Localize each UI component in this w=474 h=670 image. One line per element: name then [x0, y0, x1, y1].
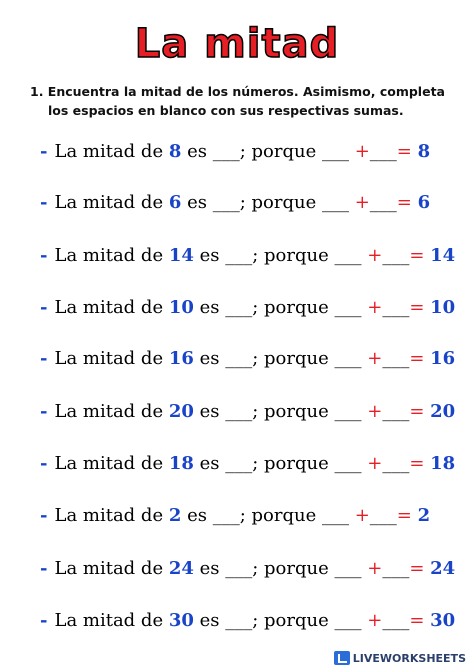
row-result-number: 6 [417, 192, 431, 213]
row-answer-blanks: es ___; porque ___ [187, 505, 349, 526]
row-answer-blanks: es ___; porque ___ [199, 453, 362, 474]
row-number: 8 [168, 141, 182, 162]
row-number: 2 [168, 505, 182, 526]
row-result-number: 2 [417, 505, 431, 526]
exercise-row [40, 555, 455, 583]
row-result-number: 30 [430, 610, 456, 631]
row-dash: - [40, 401, 48, 422]
exercise-row [40, 450, 455, 478]
row-prefix: La mitad de [54, 348, 164, 369]
row-number: 30 [168, 610, 194, 631]
row-result-number: 10 [430, 297, 456, 318]
row-result-number: 8 [417, 141, 431, 162]
row-plus-sign: + [367, 245, 383, 266]
row-second-blank: ___ [369, 192, 397, 213]
row-number: 6 [168, 192, 182, 213]
row-result-number: 24 [430, 558, 456, 579]
row-plus-sign: + [354, 192, 370, 213]
exercise-row [40, 189, 430, 217]
row-plus-sign: + [367, 297, 383, 318]
row-answer-blanks: es ___; porque ___ [187, 141, 349, 162]
row-dash: - [40, 297, 48, 318]
row-second-blank: ___ [369, 505, 397, 526]
row-second-blank: ___ [369, 141, 397, 162]
row-plus-sign: + [367, 558, 383, 579]
row-equals-sign: = [409, 558, 425, 579]
row-dash: - [40, 192, 48, 213]
row-equals-sign: = [409, 348, 425, 369]
row-equals-sign: = [409, 453, 425, 474]
liveworksheets-logo-icon [334, 651, 350, 665]
row-prefix: La mitad de [54, 192, 164, 213]
row-equals-sign: = [396, 141, 412, 162]
row-prefix: La mitad de [54, 141, 164, 162]
row-number: 18 [168, 453, 194, 474]
row-second-blank: ___ [382, 610, 410, 631]
row-plus-sign: + [354, 505, 370, 526]
row-plus-sign: + [367, 610, 383, 631]
row-second-blank: ___ [382, 348, 410, 369]
row-dash: - [40, 245, 48, 266]
row-dash: - [40, 453, 48, 474]
row-plus-sign: + [367, 348, 383, 369]
row-answer-blanks: es ___; porque ___ [199, 610, 362, 631]
row-dash: - [40, 348, 48, 369]
exercise-row [40, 502, 430, 530]
instruction-line-1: 1. Encuentra la mitad de los números. Asimismo, completa [30, 84, 445, 99]
row-answer-blanks: es ___; porque ___ [199, 401, 362, 422]
exercise-row [40, 294, 455, 322]
exercise-row [40, 607, 455, 635]
row-plus-sign: + [354, 141, 370, 162]
row-number: 14 [168, 245, 194, 266]
row-prefix: La mitad de [54, 505, 164, 526]
row-equals-sign: = [409, 297, 425, 318]
row-equals-sign: = [396, 505, 412, 526]
row-prefix: La mitad de [54, 453, 164, 474]
row-number: 24 [168, 558, 194, 579]
row-number: 10 [168, 297, 194, 318]
row-answer-blanks: es ___; porque ___ [199, 348, 362, 369]
row-prefix: La mitad de [54, 401, 164, 422]
row-dash: - [40, 558, 48, 579]
footer-brand [334, 649, 466, 667]
row-prefix: La mitad de [54, 297, 164, 318]
row-equals-sign: = [409, 610, 425, 631]
row-prefix: La mitad de [54, 610, 164, 631]
footer-brand-text: LIVEWORKSHEETS [352, 651, 466, 665]
row-number: 16 [168, 348, 194, 369]
row-second-blank: ___ [382, 558, 410, 579]
row-second-blank: ___ [382, 401, 410, 422]
row-equals-sign: = [409, 245, 425, 266]
row-answer-blanks: es ___; porque ___ [199, 297, 362, 318]
row-dash: - [40, 610, 48, 631]
row-result-number: 20 [430, 401, 456, 422]
row-answer-blanks: es ___; porque ___ [199, 558, 362, 579]
exercise-row [40, 345, 455, 373]
row-number: 20 [168, 401, 194, 422]
exercise-row [40, 138, 430, 166]
row-prefix: La mitad de [54, 558, 164, 579]
exercise-row [40, 242, 455, 270]
row-plus-sign: + [367, 453, 383, 474]
page-title: La mitad [134, 21, 340, 67]
row-answer-blanks: es ___; porque ___ [187, 192, 349, 213]
row-equals-sign: = [396, 192, 412, 213]
row-result-number: 18 [430, 453, 456, 474]
row-second-blank: ___ [382, 245, 410, 266]
row-dash: - [40, 505, 48, 526]
row-result-number: 14 [430, 245, 456, 266]
row-dash: - [40, 141, 48, 162]
row-equals-sign: = [409, 401, 425, 422]
row-prefix: La mitad de [54, 245, 164, 266]
instructions [30, 82, 460, 120]
instruction-line-2: los espacios en blanco con sus respectivas sumas. [48, 103, 404, 118]
row-answer-blanks: es ___; porque ___ [199, 245, 362, 266]
row-plus-sign: + [367, 401, 383, 422]
row-second-blank: ___ [382, 453, 410, 474]
exercise-row [40, 398, 455, 426]
row-result-number: 16 [430, 348, 456, 369]
row-second-blank: ___ [382, 297, 410, 318]
